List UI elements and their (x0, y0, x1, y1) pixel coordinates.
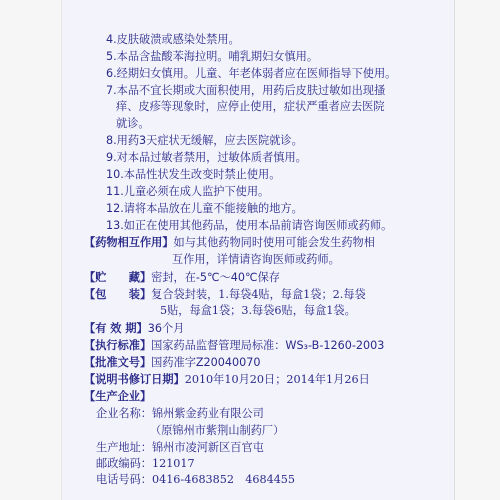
warning-item: 13.如正在使用其他药品，使用本品前请咨询医师或药师。 (106, 219, 393, 232)
storage-text: 密封，在-5℃～40℃保存 (151, 271, 280, 284)
approval-label: 【批准文号】 (84, 356, 152, 369)
manufacturer-postcode-row (96, 457, 195, 471)
manufacturer-postcode: 121017 (151, 457, 195, 470)
package-text-cont: 5贴，每盒1袋；3.每袋6贴，每盒1袋。 (160, 304, 356, 317)
revision-label: 【说明书修订日期】 (84, 373, 185, 386)
manufacturer-phone-label: 电话号码： (96, 473, 152, 486)
package-section (84, 288, 366, 302)
manufacturer-phone-row (96, 473, 295, 487)
storage-label: 【贮 藏】 (84, 271, 152, 284)
manufacturer-label: 【生产企业】 (84, 390, 152, 403)
interaction-text: 如与其他药物同时使用可能会发生药物相 (173, 236, 375, 249)
manufacturer-postcode-label: 邮政编码： (96, 457, 152, 470)
manufacturer-address-row (96, 441, 264, 455)
warning-item-cont: 就诊。 (116, 117, 150, 130)
standard-text: 国家药品监督管理局标准：WS₃-B-1260-2003 (151, 339, 385, 352)
warning-item: 7.本品不宜长期或大面积使用，用药后皮肤过敏如出现搔 (106, 84, 386, 97)
manufacturer-former-name: （原锦州市紫荆山制药厂） (150, 424, 285, 437)
package-label: 【包 装】 (84, 288, 152, 301)
validity-text: 36个月 (147, 322, 185, 335)
manufacturer-address: 锦州市凌河新区百官屯 (151, 441, 264, 454)
standard-label: 【执行标准】 (84, 339, 152, 352)
manufacturer-name: 锦州紫金药业有限公司 (151, 407, 264, 420)
warning-item: 8.用药3天症状无缓解，应去医院就诊。 (106, 134, 303, 147)
approval-section (84, 356, 261, 370)
warning-item: 9.对本品过敏者禁用，过敏体质者慎用。 (106, 151, 307, 164)
manufacturer-address-label: 生产地址： (96, 441, 152, 454)
interaction-section (84, 236, 375, 250)
validity-label: 【有 效 期】 (84, 322, 148, 335)
package-text: 复合袋封装，1.每袋4贴，每盒1袋；2.每袋 (151, 288, 366, 301)
interaction-label: 【药物相互作用】 (84, 236, 174, 249)
warning-item: 6.经期妇女慎用。儿童、年老体弱者应在医师指导下使用。 (106, 67, 397, 80)
manufacturer-name-label: 企业名称： (96, 407, 152, 420)
warning-item: 4.皮肤破溃或感染处禁用。 (106, 33, 240, 46)
interaction-text-cont: 互作用，详情请咨询医师或药师。 (172, 253, 340, 266)
warning-item-cont: 痒、皮疹等现象时，应停止使用，症状严重者应去医院 (116, 100, 385, 113)
manufacturer-phone: 0416-4683852 4684455 (151, 473, 296, 486)
validity-section (84, 322, 184, 336)
manufacturer-name-row (96, 407, 264, 421)
approval-text: 国药准字Z20040070 (151, 356, 261, 369)
warning-item: 11.儿童必须在成人监护下使用。 (106, 185, 270, 198)
revision-text: 2010年10月20日；2014年1月26日 (184, 373, 370, 386)
warning-item: 10.本品性状发生改变时禁止使用。 (106, 168, 281, 181)
revision-section (84, 373, 370, 387)
warning-item: 12.请将本品放在儿童不能接触的地方。 (106, 202, 303, 215)
storage-section (84, 271, 280, 285)
warning-item: 5.本品含盐酸苯海拉明。哺乳期妇女慎用。 (106, 50, 319, 63)
standard-section (84, 339, 384, 353)
instruction-sheet (62, 0, 454, 500)
